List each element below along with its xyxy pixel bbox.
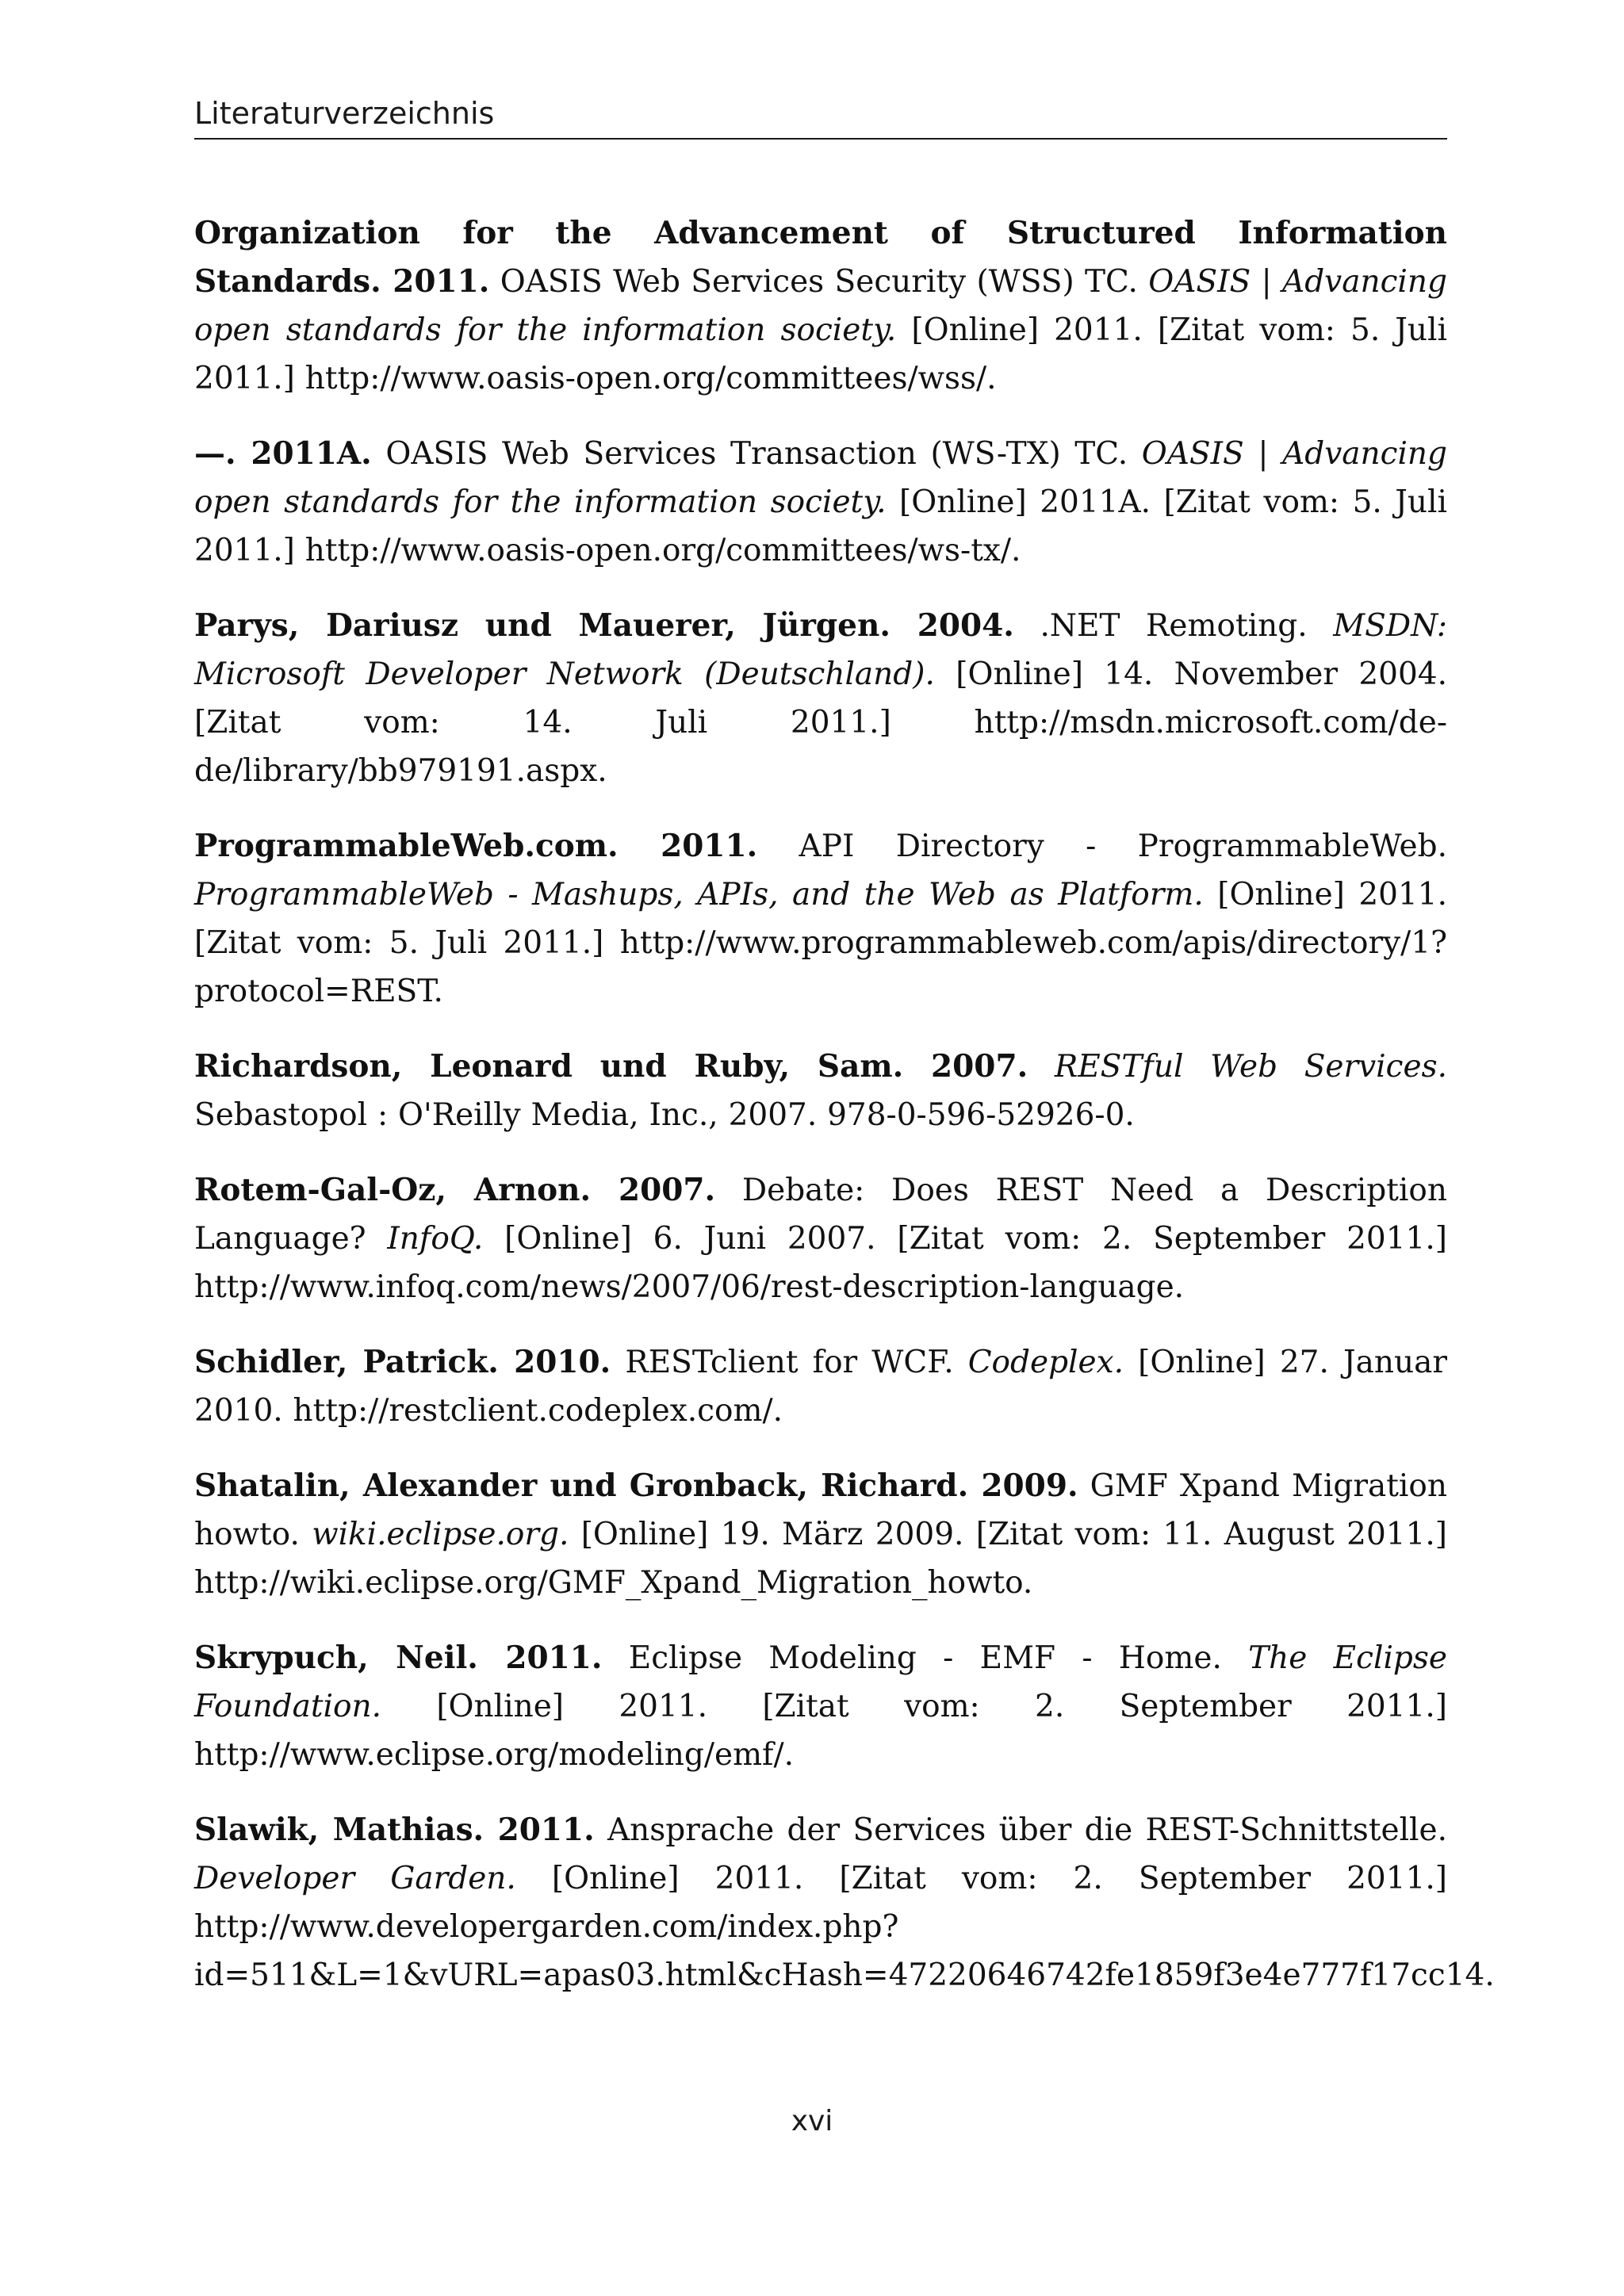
bib-title: RESTclient for WCF. [625, 1345, 954, 1380]
bib-details: [Online] 2011A. [Zitat vom: 5. Juli 2011.] http://www.oasis-open.org/committees/ws-tx/. [194, 484, 1448, 568]
bib-entry [194, 1806, 1495, 1999]
bib-author: Schidler, Patrick. 2010. [194, 1344, 611, 1380]
bib-entry [194, 430, 1447, 575]
header-title: Literaturverzeichnis [194, 96, 495, 131]
bib-author: Parys, Dariusz und Mauerer, Jürgen. 2004. [194, 607, 1014, 644]
bib-details: [Online] 2011. [Zitat vom: 5. Juli 2011.] http://www.oasis-open.org/committees/wss/. [194, 312, 1447, 396]
bib-source: The Eclipse Foundation. [194, 1640, 1447, 1724]
bib-source: InfoQ. [387, 1221, 484, 1257]
bib-author: Skrypuch, Neil. 2011. [194, 1640, 603, 1676]
bib-source: RESTful Web Services. [1054, 1049, 1447, 1085]
bib-entry [194, 822, 1447, 1016]
bib-entry [194, 1462, 1447, 1607]
bib-title: API Directory - ProgrammableWeb. [799, 828, 1447, 864]
bib-title: GMF Xpand Migration howto. [194, 1468, 1448, 1552]
bib-details: [Online] 27. Januar 2010. http://restclient.codeplex.com/. [194, 1345, 1448, 1429]
bib-entry [194, 602, 1447, 795]
bib-entry [194, 209, 1447, 403]
bib-title: .NET Remoting. [1040, 608, 1308, 644]
bib-author: ProgrammableWeb.com. 2011. [194, 828, 758, 864]
bib-entry [194, 1338, 1447, 1435]
bib-source: Codeplex. [967, 1345, 1124, 1380]
bib-title: OASIS Web Services Security (WSS) TC. [500, 264, 1138, 300]
bib-source: OASIS | Advancing open standards for the information society. [194, 264, 1447, 348]
bib-source: wiki.eclipse.org. [312, 1517, 569, 1552]
bibliography-list [194, 209, 1495, 2026]
bib-source: MSDN: Microsoft Developer Network (Deutschland). [194, 608, 1447, 692]
bib-source: Developer Garden. [194, 1861, 516, 1896]
bib-source: OASIS | Advancing open standards for the information society. [194, 436, 1447, 520]
bib-title: Debate: Does REST Need a Description Language? [194, 1173, 1447, 1257]
running-header [194, 94, 1447, 140]
bib-author: Rotem-Gal-Oz, Arnon. 2007. [194, 1172, 716, 1208]
bib-details: [Online] 2011. [Zitat vom: 2. September 2011.] http://www.developergarden.com/index.php?id=511&L=1&vURL=apas03.html&cHash=47220646742fe1859f3e4e777f17cc14. [194, 1861, 1495, 1993]
bib-title: OASIS Web Services Transaction (WS-TX) TC. [385, 436, 1128, 472]
bib-title: Ansprache der Services über die REST-Schnittstelle. [607, 1812, 1447, 1848]
bib-title: Eclipse Modeling - EMF - Home. [628, 1640, 1222, 1676]
page-number: xvi [791, 2105, 833, 2137]
bib-author: —. 2011A. [194, 435, 372, 472]
bib-details: [Online] 2011. [Zitat vom: 5. Juli 2011.] http://www.programmableweb.com/apis/directory/1?protocol=REST. [194, 877, 1448, 1009]
bib-author: Organization for the Advancement of Structured Information Standards. 2011. [194, 215, 1447, 300]
bib-details: [Online] 6. Juni 2007. [Zitat vom: 2. September 2011.] http://www.infoq.com/news/2007/06/rest-description-language. [194, 1221, 1447, 1305]
bib-details: Sebastopol : O'Reilly Media, Inc., 2007. 978-0-596-52926-0. [194, 1097, 1135, 1133]
bib-author: Richardson, Leonard und Ruby, Sam. 2007. [194, 1048, 1028, 1085]
bib-author: Slawik, Mathias. 2011. [194, 1812, 595, 1848]
bib-details: [Online] 19. März 2009. [Zitat vom: 11. August 2011.] http://wiki.eclipse.org/GMF_Xpand_Migration_howto. [194, 1517, 1448, 1601]
bib-source: ProgrammableWeb - Mashups, APIs, and the Web as Platform. [194, 877, 1204, 913]
bib-details: [Online] 14. November 2004. [Zitat vom: 14. Juli 2011.] http://msdn.microsoft.com/de-de/library/bb979191.aspx. [194, 656, 1448, 789]
bib-details: [Online] 2011. [Zitat vom: 2. September 2011.] http://www.eclipse.org/modeling/emf/. [194, 1689, 1447, 1773]
bib-entry [194, 1043, 1447, 1139]
bib-entry [194, 1166, 1447, 1311]
bib-entry [194, 1634, 1447, 1779]
bib-author: Shatalin, Alexander und Gronback, Richard. 2009. [194, 1468, 1078, 1504]
